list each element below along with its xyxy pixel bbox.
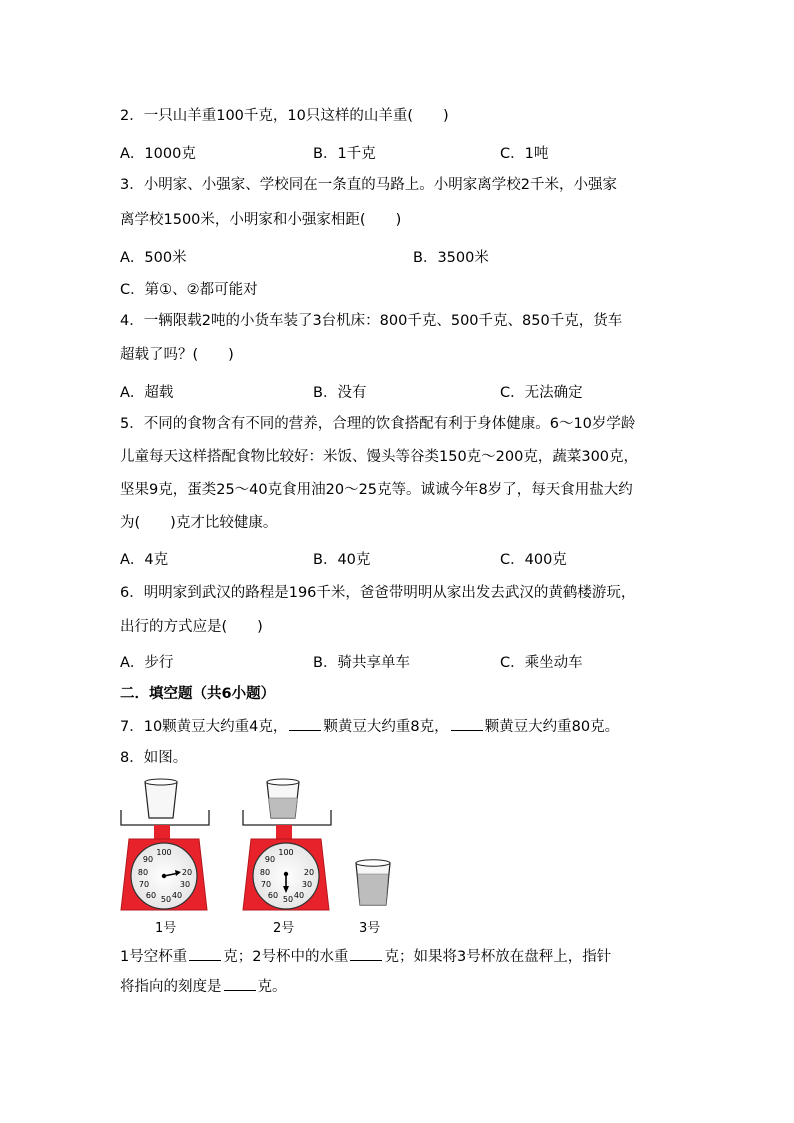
scale-1-num-30: 30 [179, 880, 191, 889]
q2-option-b[interactable]: B．1千克 [313, 146, 376, 162]
scale-2-cup-rim [267, 779, 299, 785]
q5-option-c[interactable]: C．400克 [500, 552, 567, 568]
scale-1-neck [154, 825, 170, 839]
scale-2-water [269, 798, 298, 818]
q5-stem-line4 [120, 513, 277, 533]
q7-part3: 颗黄豆大约重80克。 [484, 719, 620, 735]
scale-1-cup-rim [145, 779, 177, 785]
q3-close-paren: ) [395, 212, 402, 228]
q2-stem-text: 2．一只山羊重100千克，10只这样的山羊重( [120, 108, 414, 124]
q8-answer-1b: 克；2号杯中的水重 [223, 949, 349, 965]
cup-3-water [358, 874, 389, 905]
q4-option-a[interactable]: A．超载 [120, 385, 174, 401]
scale-1 [121, 779, 209, 910]
q8-answer-2b: 克。 [257, 979, 287, 995]
scale-2-num-40: 40 [293, 891, 305, 900]
scale-2-num-30: 30 [301, 880, 313, 889]
scale-1-num-60: 60 [145, 891, 157, 900]
q3-option-a[interactable]: A．500米 [120, 250, 187, 266]
scale-1-cup [145, 782, 177, 818]
q5-stem-line4-post: )克才比较健康。 [170, 515, 278, 531]
q3-stem-line2-text: 离学校1500米，小明家和小强家相距( [120, 212, 366, 228]
q2-option-a[interactable]: A．1000克 [120, 146, 196, 162]
scale-1-num-20: 20 [181, 868, 193, 877]
cup-3 [356, 860, 390, 905]
scale-2-num-60: 60 [267, 891, 279, 900]
figure-label-3: 3号 [359, 921, 381, 936]
q7-part1: 7．10颗黄豆大约重4克， [120, 719, 288, 735]
scale-2-num-100: 100 [278, 848, 294, 857]
q7-blank-1[interactable] [289, 716, 321, 731]
scale-1-num-50: 50 [160, 895, 172, 904]
q8-answer-line1 [120, 946, 611, 967]
q3-option-c[interactable]: C．第①、②都可能对 [120, 282, 258, 298]
q3-stem-line1: 3．小明家、小强家、学校同在一条直的马路上。小明家离学校2千米，小强家 [120, 177, 617, 193]
section-heading-fill-in: 二．填空题（共6小题） [120, 686, 276, 702]
q6-option-a[interactable]: A．步行 [120, 655, 174, 671]
q5-option-b[interactable]: B．40克 [313, 552, 371, 568]
q6-stem-line2 [120, 617, 263, 637]
q5-stem-line2: 儿童每天这样搭配食物比较好：米饭、馒头等谷类150克～200克，蔬菜300克， [120, 449, 639, 465]
q8-blank-3[interactable] [224, 976, 256, 991]
q5-stem-line4-pre: 为( [120, 515, 141, 531]
q6-option-c[interactable]: C．乘坐动车 [500, 655, 583, 671]
scale-2-num-50: 50 [282, 895, 294, 904]
q4-close-paren: ) [228, 347, 234, 363]
q8-answer-1a: 1号空杯重 [120, 949, 188, 965]
q4-stem-line2 [120, 345, 234, 365]
q7-stem [120, 716, 619, 737]
scale-1-hub [162, 874, 166, 878]
q4-option-b[interactable]: B．没有 [313, 385, 367, 401]
q2-stem [120, 106, 449, 126]
q4-stem-line2-text: 超载了吗？( [120, 347, 199, 363]
q4-option-c[interactable]: C．无法确定 [500, 385, 583, 401]
scale-2 [243, 779, 331, 910]
q2-option-c[interactable]: C．1吨 [500, 146, 549, 162]
scale-2-num-70: 70 [260, 880, 272, 889]
q7-blank-2[interactable] [451, 716, 483, 731]
q4-stem-line1: 4．一辆限载2吨的小货车装了3台机床：800千克、500千克、850千克，货车 [120, 313, 623, 329]
q7-part2: 颗黄豆大约重8克， [323, 719, 449, 735]
q8-figure [115, 770, 415, 940]
q6-option-b[interactable]: B．骑共享单车 [313, 655, 410, 671]
scale-2-num-20: 20 [303, 868, 315, 877]
q8-answer-line2 [120, 976, 287, 997]
q6-stem-line1: 6．明明家到武汉的路程是196千米，爸爸带明明从家出发去武汉的黄鹤楼游玩， [120, 585, 636, 601]
scale-1-num-40: 40 [171, 891, 183, 900]
q8-answer-1c: 克；如果将3号杯放在盘秤上，指针 [384, 949, 612, 965]
scale-1-num-90: 90 [142, 855, 154, 864]
scale-2-num-80: 80 [259, 868, 271, 877]
scale-2-num-90: 90 [264, 855, 276, 864]
q2-close-paren: ) [443, 108, 449, 124]
q5-stem-line3: 坚果9克，蛋类25～40克食用油20～25克等。诚诚今年8岁了，每天食用盐大约 [120, 482, 633, 498]
figure-label-1: 1号 [155, 921, 177, 936]
figure-label-2: 2号 [273, 921, 295, 936]
q3-option-b[interactable]: B．3500米 [413, 250, 489, 266]
q5-option-a[interactable]: A．4克 [120, 552, 169, 568]
q8-blank-2[interactable] [350, 946, 382, 961]
q3-stem-line2 [120, 210, 401, 230]
q8-stem: 8．如图。 [120, 750, 188, 766]
scale-1-num-100: 100 [156, 848, 172, 857]
scale-1-num-70: 70 [138, 880, 150, 889]
q8-answer-2a: 将指向的刻度是 [120, 979, 222, 995]
cup-3-rim [356, 860, 390, 866]
q6-close-paren: ) [257, 619, 263, 635]
q5-stem-line1: 5．不同的食物含有不同的营养，合理的饮食搭配有利于身体健康。6～10岁学龄 [120, 416, 636, 432]
scale-1-num-80: 80 [137, 868, 149, 877]
q8-blank-1[interactable] [189, 946, 221, 961]
scale-2-neck [276, 825, 292, 839]
q6-stem-line2-text: 出行的方式应是( [120, 619, 228, 635]
scale-2-hub [284, 872, 288, 876]
